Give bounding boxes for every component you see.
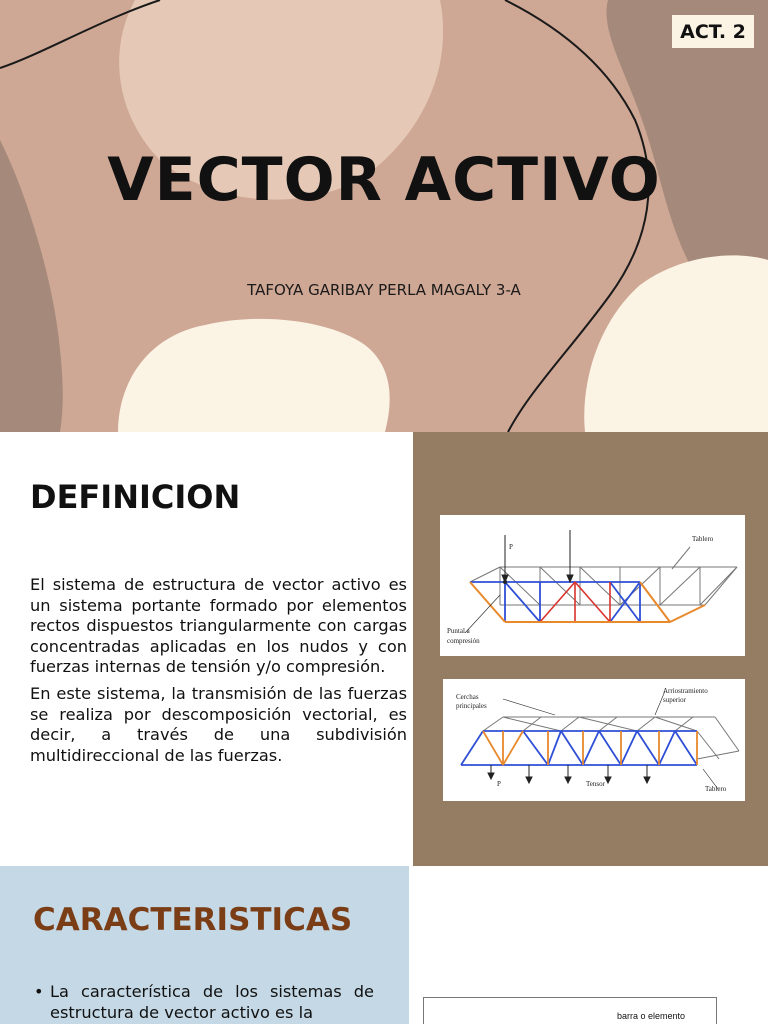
tensor-label: Tensor — [586, 780, 605, 788]
definition-text-panel — [0, 432, 413, 866]
cream-blob-left — [118, 319, 390, 432]
characteristics-slide — [0, 866, 768, 1024]
characteristics-bullet — [34, 982, 374, 1023]
definition-slide — [0, 432, 768, 866]
definition-paragraph-2: En este sistema, la transmisión de las fuerzas se realiza por descomposición vectorial, es decir, a través de una subdivisión multidireccional de las fuerzas. — [30, 683, 407, 765]
deck-label-2: Tablero — [705, 785, 727, 793]
strut-label-line1: Puntal a — [447, 627, 470, 635]
deck-label: Tablero — [692, 535, 714, 543]
load-label: P — [509, 543, 513, 551]
definition-image-panel — [413, 432, 768, 866]
load-label-2: P — [497, 780, 501, 788]
cover-title: VECTOR ACTIVO — [107, 145, 661, 215]
definition-heading: DEFINICION — [30, 478, 241, 516]
bracing-label-line1: Arriostramiento — [663, 687, 708, 695]
trusses-label-line2: principales — [456, 702, 487, 710]
author-subtitle: TAFOYA GARIBAY PERLA MAGALY 3-A — [247, 281, 521, 299]
element-diagram — [423, 997, 717, 1024]
definition-paragraph-1: El sistema de estructura de vector activo es un sistema portante formado por elementos rectos dispuestos triangularmente con cargas concentradas aplicadas en los nudos y con fuerzas internas de tensión y/o compresión. — [30, 575, 407, 677]
strut-label-line2: compresión — [447, 637, 480, 645]
bullet-icon: • — [34, 982, 44, 1001]
activity-badge: ACT. 2 — [672, 15, 754, 48]
bracing-label-line2: superior — [663, 696, 686, 704]
truss-bridge-figure-2 — [443, 679, 745, 801]
characteristics-bullet-text: La característica de los sistemas de estructura de vector activo es la — [50, 982, 374, 1022]
definition-body — [30, 575, 407, 772]
cover-slide — [0, 0, 768, 432]
element-label: barra o elemento — [617, 1011, 686, 1021]
trusses-label-line1: Cerchas — [456, 693, 479, 701]
characteristics-panel — [0, 866, 409, 1024]
characteristics-heading: CARACTERISTICAS — [33, 902, 353, 938]
truss-bridge-figure-1 — [440, 515, 745, 656]
